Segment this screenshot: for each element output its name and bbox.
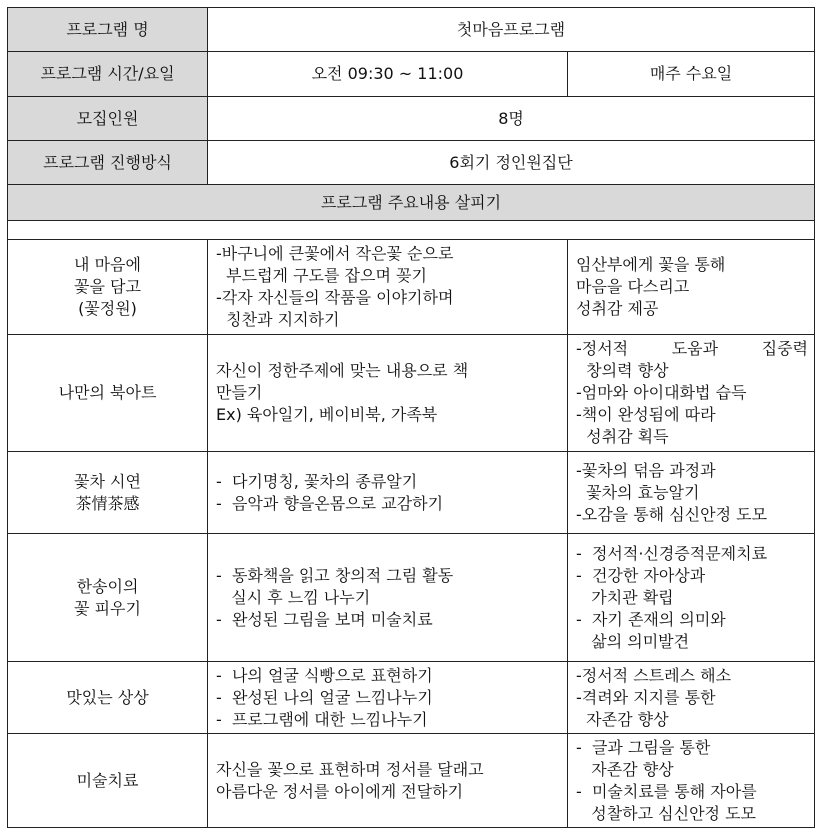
- content-line: - 프로그램에 대한 느낌나누기: [216, 709, 428, 729]
- table-row: [8, 335, 815, 452]
- effect-line: -격려와 지지를 통한: [576, 687, 716, 707]
- spacer-row: [8, 221, 815, 240]
- effect-line: -정서적 스트레스 해소: [576, 665, 732, 685]
- activity-name-line: 한송이의: [76, 576, 139, 596]
- effect-line: 자존감 향상: [576, 759, 674, 779]
- effect-line: -정서적 도움과 집중력: [576, 339, 809, 358]
- content-line: - 완성된 그림을 보며 미술치료: [216, 609, 433, 629]
- effect-line: - 정서적·신경증적문제치료: [576, 543, 768, 563]
- activity-name-line: 꽃을 담고: [74, 277, 141, 296]
- activity-content: [208, 335, 568, 452]
- table-row: [8, 240, 815, 335]
- activity-content: [208, 662, 568, 734]
- activity-name: [8, 335, 208, 452]
- activity-name-line: 내 마음에: [74, 255, 141, 274]
- activity-content: [208, 240, 568, 335]
- activity-content: [208, 734, 568, 828]
- table-row: [8, 662, 815, 734]
- activity-name-line: 茶情茶感: [75, 493, 140, 513]
- activity-content: [208, 452, 568, 534]
- content-line: - 음악과 향을온몸으로 교감하기: [216, 493, 444, 513]
- effect-line: -책이 완성됨에 따라: [576, 405, 716, 424]
- content-line: -각자 자신들의 작품을 이야기하며: [216, 288, 454, 307]
- content-line: 칭찬과 지지하기: [216, 310, 340, 329]
- activity-effect: [568, 335, 815, 452]
- activity-effect: [568, 534, 815, 662]
- table-row: [8, 534, 815, 662]
- content-line: 자신을 꽃으로 표현하며 정서를 달래고: [216, 759, 484, 779]
- activity-effect: [568, 662, 815, 734]
- effect-line: - 글과 그림을 통한: [576, 737, 711, 757]
- program-time-label: 프로그램 시간/요일: [8, 52, 208, 97]
- program-day-value: 매주 수요일: [568, 52, 815, 97]
- effect-line: 성찰하고 심신안정 도모: [576, 803, 756, 823]
- method-label: 프로그램 진행방식: [8, 141, 208, 185]
- content-line: 자신이 정한주제에 맞는 내용으로 책: [216, 361, 469, 380]
- program-name-label: 프로그램 명: [8, 8, 208, 52]
- activity-content: [208, 534, 568, 662]
- activity-name-line: 꽃차 시연: [74, 471, 141, 491]
- content-line: 만들기: [216, 383, 263, 402]
- activity-name-line: 맛있는 상상: [66, 687, 149, 707]
- effect-line: 성취감 제공: [576, 299, 659, 318]
- content-line: - 나의 얼굴 식빵으로 표현하기: [216, 665, 433, 685]
- activity-name: [8, 734, 208, 828]
- program-name-value: 첫마음프로그램: [208, 8, 815, 52]
- activity-name: [8, 534, 208, 662]
- table-row: [8, 734, 815, 828]
- activity-effect: [568, 452, 815, 534]
- content-line: 실시 후 느낌 나누기: [216, 587, 371, 607]
- program-table: [7, 7, 815, 828]
- effect-line: 자존감 향상: [576, 709, 669, 729]
- effect-line: - 건강한 자아상과: [576, 565, 706, 585]
- recruit-value: 8명: [208, 97, 815, 141]
- effect-line: 창의력 향상: [576, 361, 669, 380]
- effect-line: 꽃차의 효능알기: [576, 482, 700, 502]
- activity-effect: [568, 240, 815, 335]
- effect-line: -오감을 통해 심신안정 도모: [576, 504, 768, 524]
- activity-name-line: (꽃정원): [78, 299, 137, 318]
- method-value: 6회기 정인원집단: [208, 141, 815, 185]
- recruit-label: 모집인원: [8, 97, 208, 141]
- content-line: - 다기명칭, 꽃차의 종류알기: [216, 471, 418, 491]
- content-line: 아름다운 정서를 아이에게 전달하기: [216, 781, 464, 801]
- program-time-value: 오전 09:30 ~ 11:00: [208, 52, 568, 97]
- activity-name: [8, 452, 208, 534]
- activity-name: [8, 662, 208, 734]
- effect-line: 마음을 다스리고: [576, 277, 690, 296]
- content-line: Ex) 육아일기, 베이비북, 가족북: [216, 405, 438, 424]
- content-line: 부드럽게 구도를 잡으며 꽂기: [216, 266, 427, 285]
- table-row: [8, 452, 815, 534]
- section-title: 프로그램 주요내용 살피기: [8, 185, 815, 221]
- content-line: - 동화책을 읽고 창의적 그림 활동: [216, 565, 454, 585]
- effect-line: 삶의 의미발견: [576, 631, 690, 651]
- effect-line: - 자기 존재의 의미와: [576, 609, 726, 629]
- content-line: - 완성된 나의 얼굴 느낌나누기: [216, 687, 433, 707]
- content-line: -바구니에 큰꽃에서 작은꽃 순으로: [216, 244, 454, 263]
- effect-line: 성취감 획득: [576, 427, 669, 446]
- effect-line: 임산부에게 꽃을 통해: [576, 255, 726, 274]
- activity-name-line: 미술치료: [76, 770, 139, 790]
- activity-name: [8, 240, 208, 335]
- effect-line: -꽃차의 덖음 과정과: [576, 460, 716, 480]
- activity-effect: [568, 734, 815, 828]
- effect-line: -엄마와 아이대화법 습득: [576, 383, 747, 402]
- effect-line: - 미술치료를 통해 자아를: [576, 781, 757, 801]
- activity-name-line: 나만의 북아트: [58, 383, 157, 402]
- activity-name-line: 꽃 피우기: [74, 598, 141, 618]
- effect-line: 가치관 확립: [576, 587, 674, 607]
